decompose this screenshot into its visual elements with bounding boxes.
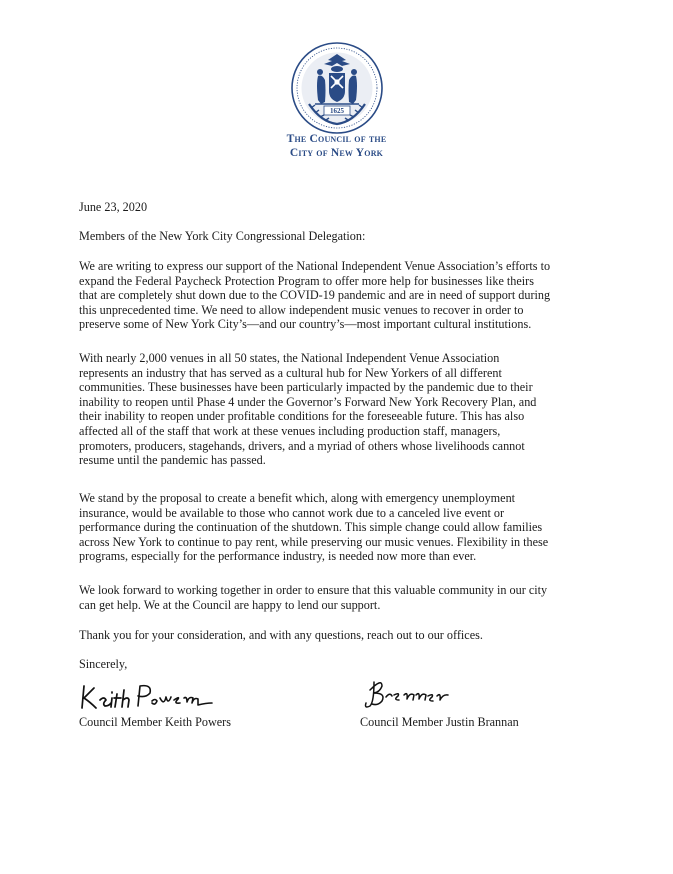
paragraph-1 [79,259,639,332]
paragraph-line: across New York to continue to pay rent, while preserving our music venues. Flexibility in these [79,534,549,549]
handwritten-signature-justin-brannan-icon [360,676,455,712]
letter-date: June 23, 2020 [79,200,148,214]
paragraph-line: With nearly 2,000 venues in all 50 states, the National Independent Venue Association [79,351,500,365]
paragraph-line: affected all of the staff that work at these venues including production staff, managers, [79,423,501,438]
seal-year: 1625 [330,107,344,116]
paragraph-3 [79,491,639,564]
paragraph-5 [79,628,639,643]
salutation: Members of the New York City Congressional Delegation: [79,229,366,243]
paragraph-line: We are writing to express our support of the National Independent Venue Association’s efforts to [79,259,551,273]
paragraph-line: promoters, producers, stagehands, drivers, and a myriad of others whose livelihoods cannot [79,438,525,453]
paragraph-line: expand the Federal Paycheck Protection Program to offer more help for businesses like theirs [79,273,534,288]
paragraph-line: resume until the pandemic has passed. [79,453,266,468]
nyc-council-seal-icon [291,42,383,134]
paragraph-line: programs, especially for the performance industry, is needed now more than ever. [79,549,477,564]
paragraph-2 [79,351,639,468]
paragraph-line: this unprecedented time. We need to allow independent music venues to recover in order to [79,302,524,317]
paragraph-line: Thank you for your consideration, and with any questions, reach out to our offices. [79,628,483,642]
closing: Sincerely, [79,657,128,671]
paragraph-line: preserve some of New York City’s—and our country’s—most important cultural institutions. [79,317,532,332]
handwritten-signature-keith-powers-icon [76,676,216,716]
organization-name-line-2: City of New York [289,147,384,159]
paragraph-line: performance during the continuation of the shutdown. This simple change could allow families [79,520,543,535]
paragraph-line: their inability to reopen under profitable conditions for the foreseeable future. This has also [79,409,525,424]
signer-name-keith-powers: Council Member Keith Powers [79,715,231,729]
signer-name-justin-brannan: Council Member Justin Brannan [360,715,519,729]
paragraph-4 [79,583,639,612]
paragraph-line: inability to reopen until Phase 4 under the Governor’s Forward New York Recovery Plan, and [79,394,537,409]
paragraph-line: represents an industry that has served as a cultural hub for New Yorkers of all different [79,365,502,380]
organization-name-line-1: The Council of the [286,133,387,145]
paragraph-line: We stand by the proposal to create a benefit which, along with emergency unemployment [79,491,516,505]
paragraph-line: insurance, would be available to those who cannot work due to a canceled live event or [79,505,505,520]
paragraph-line: that are completely shut down due to the COVID-19 pandemic and are in need of support during [79,288,551,303]
paragraph-line: We look forward to working together in order to ensure that this valuable community in our city [79,583,548,597]
paragraph-line: communities. These businesses have been particularly impacted by the pandemic due to their [79,380,533,395]
paragraph-line: can get help. We at the Council are happy to lend our support. [79,597,381,612]
